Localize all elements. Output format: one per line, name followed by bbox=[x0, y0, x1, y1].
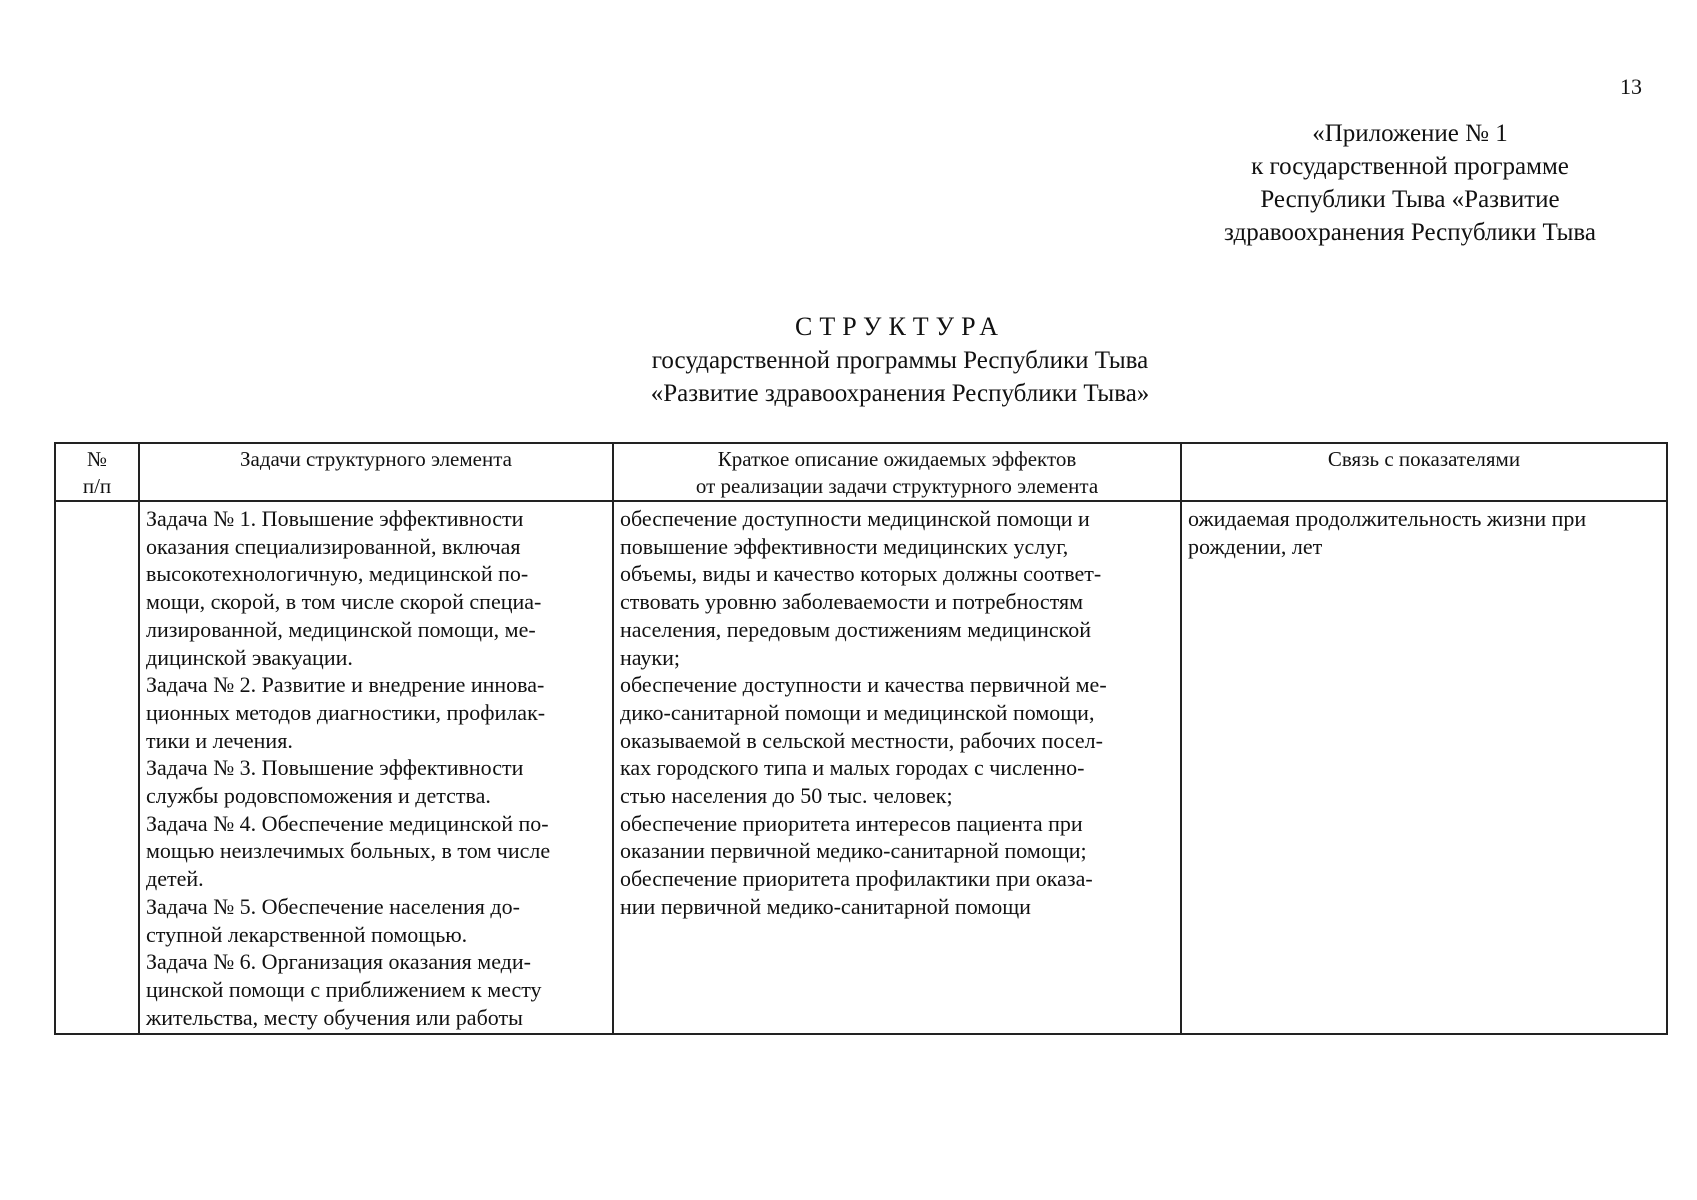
task-line: Задача № 2. Развитие и внедрение иннова- bbox=[146, 672, 545, 698]
effect-line: нии первичной медико-санитарной помощи bbox=[620, 893, 1031, 919]
header-line: № bbox=[86, 447, 108, 471]
task-line: высокотехнологичную, медицинской по- bbox=[146, 561, 529, 587]
effect-line: ствовать уровню заболеваемости и потребностям bbox=[620, 589, 1084, 615]
header-effects bbox=[613, 443, 1181, 501]
effect-line: обеспечение доступности и качества первичной ме- bbox=[620, 672, 1107, 698]
task-line: детей. bbox=[146, 866, 204, 892]
task-line: Задача № 1. Повышение эффективности bbox=[146, 506, 524, 531]
page-number: 13 bbox=[1620, 74, 1642, 99]
task-line: Задача № 3. Повышение эффективности bbox=[146, 755, 524, 781]
effect-line: науки; bbox=[620, 644, 680, 670]
title-main: СТРУКТУРА bbox=[795, 312, 1005, 341]
effect-line: оказываемой в сельской местности, рабочих посел- bbox=[620, 727, 1103, 753]
cell-tasks bbox=[139, 501, 613, 1034]
cell-number bbox=[55, 501, 139, 1034]
document-title bbox=[300, 310, 1500, 410]
task-line: Задача № 4. Обеспечение медицинской по- bbox=[146, 810, 549, 836]
table-header-row bbox=[55, 443, 1667, 501]
task-line: дицинской эвакуации. bbox=[146, 644, 353, 670]
task-line: Задача № 6. Организация оказания меди- bbox=[146, 949, 531, 975]
task-line: лизированной, медицинской помощи, ме- bbox=[146, 616, 536, 642]
appendix-line: Республики Тыва «Развитие bbox=[1260, 186, 1560, 213]
task-line: оказания специализированной, включая bbox=[146, 533, 521, 559]
header-line: п/п bbox=[82, 474, 112, 498]
cell-indicators-link bbox=[1181, 501, 1667, 1034]
structure-table bbox=[54, 442, 1668, 1035]
task-line: Задача № 5. Обеспечение населения до- bbox=[146, 893, 520, 919]
header-line: Связь с показателями bbox=[1327, 447, 1521, 471]
effect-line: повышение эффективности медицинских услуг, bbox=[620, 533, 1069, 559]
title-subtitle-line: «Развитие здравоохранения Республики Тыва» bbox=[650, 380, 1150, 407]
effect-line: стью населения до 50 тыс. человек; bbox=[620, 783, 953, 809]
appendix-header bbox=[1150, 117, 1670, 249]
header-line: Задачи структурного элемента bbox=[240, 447, 512, 471]
appendix-line: «Приложение № 1 bbox=[1312, 120, 1508, 147]
effect-line: обеспечение доступности медицинской помощи и bbox=[620, 506, 1090, 531]
header-line: Краткое описание ожидаемых эффектов bbox=[717, 447, 1077, 471]
appendix-line: здравоохранения Республики Тыва bbox=[1224, 219, 1596, 246]
effect-line: объемы, виды и качество которых должны соответ- bbox=[620, 561, 1102, 587]
header-tasks bbox=[139, 443, 613, 501]
header-number bbox=[55, 443, 139, 501]
effect-line: ках городского типа и малых городах с численно- bbox=[620, 755, 1085, 781]
link-line: ожидаемая продолжительность жизни при bbox=[1188, 506, 1587, 531]
task-line: ступной лекарственной помощью. bbox=[146, 921, 468, 947]
task-line: цинской помощи с приближением к месту bbox=[146, 976, 542, 1002]
task-line: службы родовспоможения и детства. bbox=[146, 783, 491, 809]
task-line: мощью неизлечимых больных, в том числе bbox=[146, 838, 551, 864]
link-line: рождении, лет bbox=[1188, 533, 1323, 559]
appendix-line: к государственной программе bbox=[1251, 153, 1569, 180]
header-line: от реализации задачи структурного элемента bbox=[695, 474, 1099, 498]
effect-line: населения, передовым достижениям медицинской bbox=[620, 616, 1091, 642]
effect-line: обеспечение приоритета интересов пациента при bbox=[620, 810, 1083, 836]
task-line: жительства, месту обучения или работы bbox=[146, 1004, 523, 1030]
table-row bbox=[55, 501, 1667, 1034]
effect-line: обеспечение приоритета профилактики при оказа- bbox=[620, 866, 1093, 892]
header-indicators-link bbox=[1181, 443, 1667, 501]
effect-line: оказании первичной медико-санитарной помощи; bbox=[620, 838, 1087, 864]
task-line: мощи, скорой, в том числе скорой специа- bbox=[146, 589, 542, 615]
cell-effects bbox=[613, 501, 1181, 1034]
task-line: ционных методов диагностики, профилак- bbox=[146, 699, 546, 725]
task-line: тики и лечения. bbox=[146, 727, 293, 753]
effect-line: дико-санитарной помощи и медицинской помощи, bbox=[620, 699, 1095, 725]
title-subtitle-line: государственной программы Республики Тыва bbox=[651, 347, 1149, 374]
